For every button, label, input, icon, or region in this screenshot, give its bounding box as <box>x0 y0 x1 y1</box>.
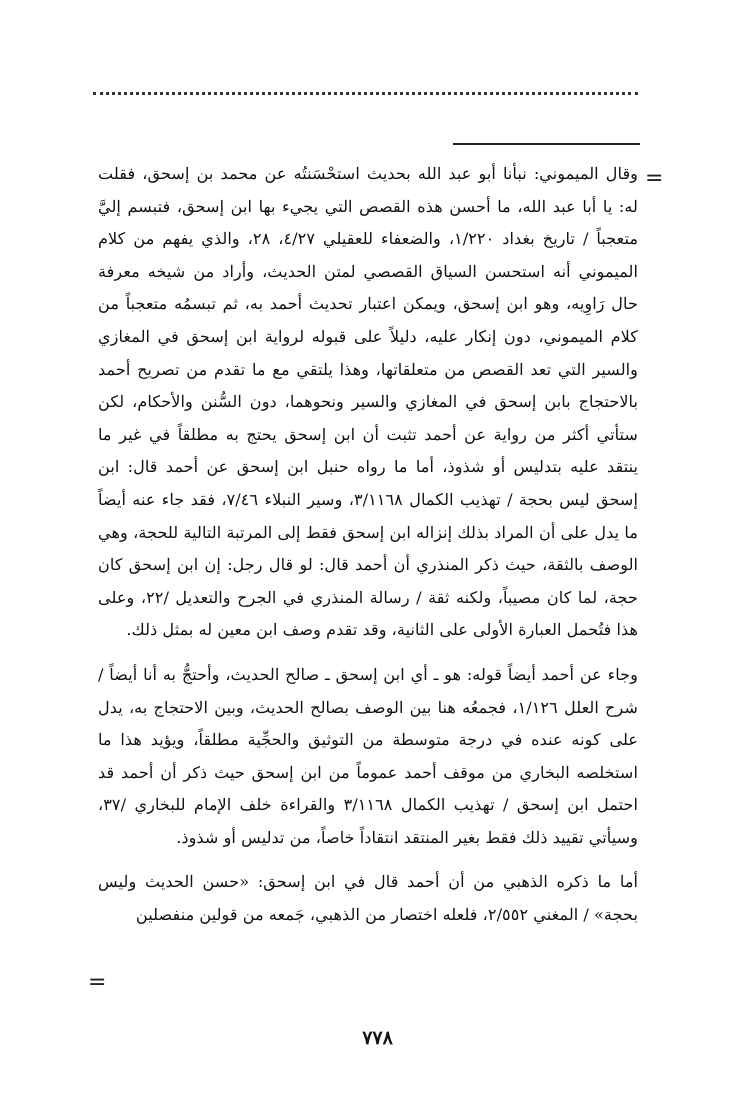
footnote-text <box>98 158 638 932</box>
footnote-separator-rule <box>453 143 640 145</box>
continuation-mark-start: = <box>645 166 664 191</box>
footnote-paragraph-2: وجاء عن أحمد أيضاً قوله: هو ـ أي ابن إسحق ـ صالح الحديث، وأحتجُّ به أنا أيضاً / شرح العلل ١/١٢٦، فجمعُه هنا بين الوصف بصالح الحديث، وبين الاحتجاج به، يدل على كونه عنده في درجة متوسطة من التوثيق والحجِّية مطلقاً، ويؤيد هذا ما استخلصه البخاري من موقف أحمد عموماً من ابن إسحق حيث ذكر أن أحمد قد احتمل ابن إسحق / تهذيب الكمال ٣/١١٦٨ والقراءة خلف الإمام للبخاري /٣٧، وسيأتي تقييد ذلك فقط بغير المنتقد انتقاداً خاصاً، من تدليس أو شذوذ. <box>98 664 639 847</box>
page-number: ٧٧٨ <box>362 1027 393 1049</box>
footnote-paragraph-3: أما ما ذكره الذهبي من أن أحمد قال في ابن إسحق: «حسن الحديث وليس بحجة» / المغني ٢/٥٥٢، فلعله اختصار من الذهبي، جَمعه من قولين منفصلين <box>98 872 638 925</box>
footnote-paragraph-1: وقال الميموني: نبأنا أبو عبد الله بحديث استحْسَنتُه عن محمد بن إسحق، فقلت له: يا أبا عبد الله، ما أحسن هذه القصص التي يجيء بها ابن إسحق، فتبسم إليَّ متعجباً / تاريخ بغداد ١/٢٢٠، والضعفاء للعقيلي ٤/٢٧، ٢٨، والذي يفهم من كلام الميموني أنه استحسن السياق القصصي لمتن الحديث، وأراد من شيخه معرفة حال رَاوِيه، وهو ابن إسحق، ويمكن اعتبار تحديث أحمد به، ثم تبسمُه متعجباً من كلام الميموني، دون إنكار عليه، دليلاً على قبوله لرواية ابن إسحق في المغازي والسير التي تعد القصص من متعلقاتها، وهذا يلتقي مع ما تقدم من تصريح أحمد بالاحتجاج بابن إسحق في المغازي والسير ونحوهما، دون السُّنن والأحكام، لكن ستأتي أكثر من رواية عن أحمد تثبت أن ابن إسحق يحتج به مطلقاً في غير ما ينتقد عليه بتدليس أو شذوذ، أما ما رواه حنبل ابن إسحق عن أحمد قال: ابن إسحق ليس بحجة / تهذيب الكمال ٣/١١٦٨، وسير النبلاء ٧/٤٦، فقد جاء عنه أيضاً ما يدل على أن المراد بذلك إنزاله ابن إسحق فقط إلى المرتبة التالية للحجة، وهي الوصف بالثقة، حيث ذكر المنذري أن أحمد قال: لو قال رجل: إن ابن إسحق كان حجة، لما كان مصيباً، ولكنه ثقة / رسالة المنذري في الجرح والتعديل /٢٢، وعلى هذا فتُحمل العبارة الأولى على الثانية، وقد تقدم وصف ابن معين له بمثل ذلك. <box>98 164 639 640</box>
continuation-mark-end: = <box>88 970 107 995</box>
header-dotted-rule <box>93 92 638 95</box>
